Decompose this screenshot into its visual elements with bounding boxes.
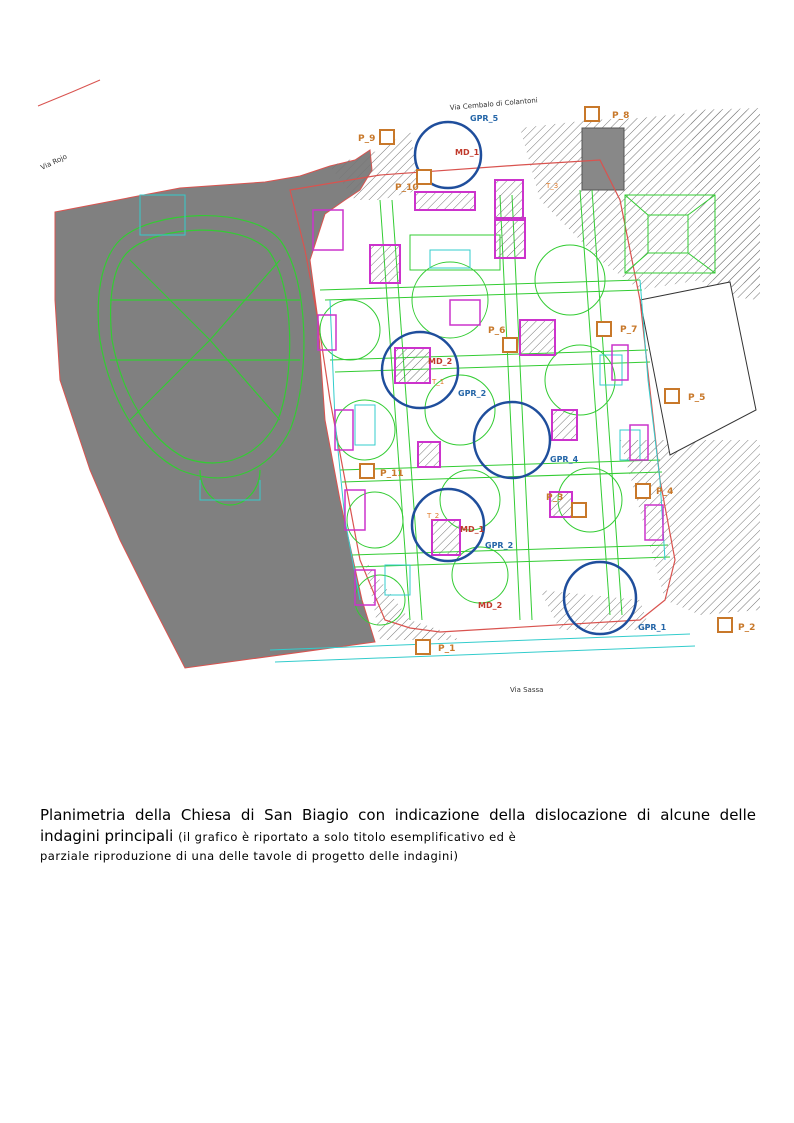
grey-tower <box>582 128 624 190</box>
grey-building-block <box>55 150 375 668</box>
street-label-west: Via Rojo <box>39 152 69 172</box>
street-label-south: Via Sassa <box>510 686 544 694</box>
label-p11: P_11 <box>380 469 404 479</box>
caption-main: Planimetria della Chiesa di San Biagio con indicazione della dislocazione di alcune delle indagini principali <box>40 806 756 845</box>
building-p5 <box>640 282 756 455</box>
label-t2: T_2 <box>427 512 440 520</box>
label-p9: P_9 <box>358 134 376 144</box>
label-gpr4: GPR_4 <box>550 455 579 464</box>
label-md1b: MD_1 <box>460 525 485 534</box>
road-edge-line <box>38 80 100 106</box>
label-gpr2a: GPR_2 <box>458 389 487 398</box>
label-p3: P_3 <box>546 493 564 503</box>
label-p6: P_6 <box>488 326 506 336</box>
label-t3: T_3 <box>546 182 559 190</box>
label-md1a: MD_1 <box>455 148 480 157</box>
street-label-north: Via Cembalo di Colantoni <box>449 96 538 112</box>
label-p4: P_4 <box>656 487 674 497</box>
label-p8: P_8 <box>612 111 630 121</box>
label-p7: P_7 <box>620 325 638 335</box>
caption-sub-line2: parziale riproduzione di una delle tavole di progetto delle indagini) <box>40 849 459 863</box>
label-md2b: MD_2 <box>478 601 503 610</box>
label-t1: T_1 <box>432 378 445 386</box>
label-gpr5: GPR_5 <box>470 114 499 123</box>
label-gpr1: GPR_1 <box>638 623 667 632</box>
label-p1: P_1 <box>438 644 456 654</box>
label-p2: P_2 <box>738 623 756 633</box>
label-p10: P_10 <box>395 183 419 193</box>
label-p5: P_5 <box>688 393 706 403</box>
caption-sub-inline: (il grafico è riportato a solo titolo esemplificativo ed è <box>178 830 517 844</box>
label-md2a: MD_2 <box>428 357 453 366</box>
figure-caption <box>40 805 756 865</box>
label-gpr2b: GPR_2 <box>485 541 514 550</box>
